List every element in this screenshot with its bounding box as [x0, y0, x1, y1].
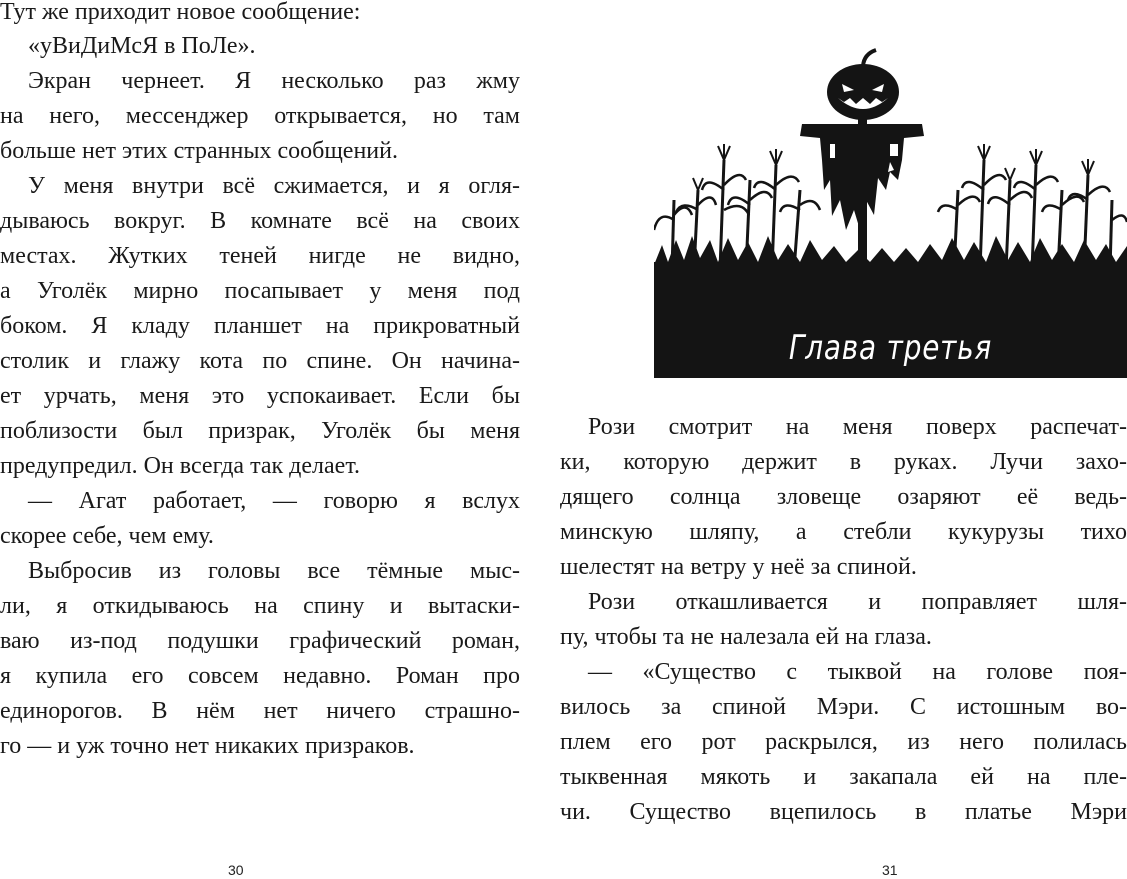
- text-line: ли, я откидываюсь на спину и вытаски-: [0, 593, 520, 619]
- text-line: единорогов. В нём нет ничего страшно-: [0, 698, 520, 724]
- text-line: У меня внутри всё сжимается, и я огля-: [28, 173, 520, 199]
- text-line: вилось за спиной Мэри. С истошным во-: [560, 694, 1127, 720]
- text-line: боком. Я кладу планшет на прикроватный: [0, 313, 520, 339]
- text-line: шелестят на ветру у неё за спиной.: [560, 554, 917, 580]
- text-line: больше нет этих странных сообщений.: [0, 138, 398, 164]
- text-line: ет урчать, меня это успокаивает. Если бы: [0, 383, 520, 409]
- text-line: плем его рот раскрылся, из него полилась: [560, 729, 1127, 755]
- text-line: — Агат работает, — говорю я вслух: [28, 488, 520, 514]
- left-page: [0, 0, 520, 879]
- text-line: чи. Существо вцепилось в платье Мэри: [560, 799, 1127, 825]
- page-number: 31: [882, 862, 898, 878]
- text-line: я купила его совсем недавно. Роман про: [0, 663, 520, 689]
- text-line: столик и глажу кота по спине. Он начина-: [0, 348, 520, 374]
- text-line: Рози откашливается и поправляет шля-: [588, 589, 1127, 615]
- text-line: скорее себе, чем ему.: [0, 523, 214, 549]
- chapter-title: Глава третья: [788, 328, 993, 368]
- text-line: минскую шляпу, а стебли кукурузы тихо: [560, 519, 1127, 545]
- page-number: 30: [228, 862, 244, 878]
- text-line: местах. Жутких теней нигде не видно,: [0, 243, 520, 269]
- text-line: дящего солнца зловеще озаряют её ведь-: [560, 484, 1127, 510]
- text-line: го — и уж точно нет никаких призраков.: [0, 733, 415, 759]
- text-line: ваю из-под подушки графический роман,: [0, 628, 520, 654]
- text-line: дываюсь вокруг. В комнате всё на своих: [0, 208, 520, 234]
- text-line: а Уголёк мирно посапывает у меня под: [0, 278, 520, 304]
- text-line: пу, чтобы та не налезала ей на глаза.: [560, 624, 932, 650]
- text-line: тыквенная мякоть и закапала ей на пле-: [560, 764, 1127, 790]
- text-line: поблизости был призрак, Уголёк бы меня: [0, 418, 520, 444]
- text-line: Экран чернеет. Я несколько раз жму: [28, 68, 520, 94]
- text-line: Рози смотрит на меня поверх распечат-: [588, 414, 1127, 440]
- text-line: Выбросив из головы все тёмные мыс-: [28, 558, 520, 584]
- text-line: — «Существо с тыквой на голове поя-: [588, 659, 1127, 685]
- chapter-illustration: [654, 40, 1127, 378]
- text-line: на него, мессенджер открывается, но там: [0, 103, 520, 129]
- text-line: Тут же приходит новое сообщение:: [0, 0, 361, 25]
- text-line: «уВиДиМсЯ в ПоЛе».: [28, 33, 256, 59]
- text-line: предупредил. Он всегда так делает.: [0, 453, 360, 479]
- text-line: ки, которую держит в руках. Лучи захо-: [560, 449, 1127, 475]
- right-page: [560, 0, 1127, 879]
